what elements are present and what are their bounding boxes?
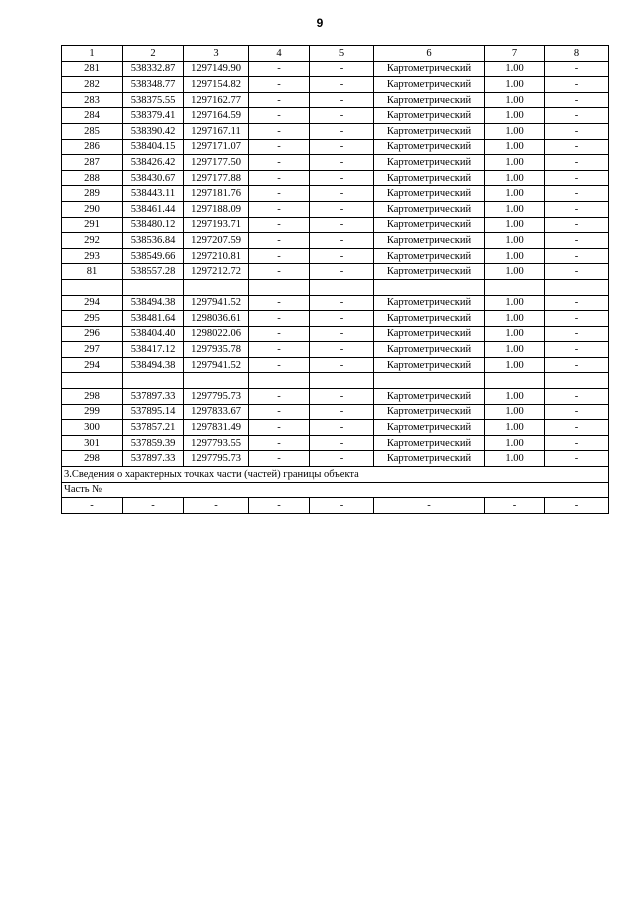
table-cell: Картометрический <box>374 123 485 139</box>
empty-cell <box>310 279 374 295</box>
table-cell: - <box>545 498 609 514</box>
table-cell: 282 <box>62 77 123 93</box>
empty-cell <box>310 373 374 389</box>
empty-cell <box>249 373 310 389</box>
table-body <box>62 46 609 514</box>
table-cell: - <box>249 155 310 171</box>
table-cell: Картометрический <box>374 264 485 280</box>
table-cell: 538375.55 <box>123 92 184 108</box>
table-row <box>62 92 609 108</box>
table-cell: - <box>310 77 374 93</box>
table-cell: Картометрический <box>374 295 485 311</box>
table-cell: 538404.15 <box>123 139 184 155</box>
empty-cell <box>184 373 249 389</box>
table-cell: - <box>310 155 374 171</box>
table-cell: - <box>123 498 184 514</box>
table-cell: 1.00 <box>485 139 545 155</box>
table-cell: - <box>310 451 374 467</box>
table-cell: 298 <box>62 451 123 467</box>
table-cell: 538417.12 <box>123 342 184 358</box>
table-cell: 1297941.52 <box>184 357 249 373</box>
part-label: Часть № <box>62 482 609 498</box>
table-cell: 287 <box>62 155 123 171</box>
table-cell: - <box>310 139 374 155</box>
table-cell: - <box>545 77 609 93</box>
table-cell: Картометрический <box>374 311 485 327</box>
coordinates-table <box>61 45 609 514</box>
table-cell: - <box>545 186 609 202</box>
table-cell: 1297164.59 <box>184 108 249 124</box>
table-cell: 1.00 <box>485 404 545 420</box>
table-cell: 294 <box>62 357 123 373</box>
header-cell: 7 <box>485 46 545 62</box>
table-cell: - <box>310 170 374 186</box>
table-cell: 1297167.11 <box>184 123 249 139</box>
table-cell: - <box>545 420 609 436</box>
table-cell: 285 <box>62 123 123 139</box>
section-title-row <box>62 467 609 483</box>
table-cell: 537857.21 <box>123 420 184 436</box>
table-cell: 296 <box>62 326 123 342</box>
table-cell: 1.00 <box>485 435 545 451</box>
table-cell: Картометрический <box>374 451 485 467</box>
empty-cell <box>545 279 609 295</box>
table-cell: 1297181.76 <box>184 186 249 202</box>
table-cell: Картометрический <box>374 217 485 233</box>
table-row <box>62 61 609 77</box>
table-cell: 1297193.71 <box>184 217 249 233</box>
table-cell: - <box>310 404 374 420</box>
table-cell: 294 <box>62 295 123 311</box>
table-cell: 1297188.09 <box>184 201 249 217</box>
table-cell: - <box>310 311 374 327</box>
table-cell: 1297210.81 <box>184 248 249 264</box>
table-cell: - <box>545 123 609 139</box>
table-cell: Картометрический <box>374 92 485 108</box>
table-cell: - <box>310 357 374 373</box>
table-cell: - <box>545 92 609 108</box>
table-cell: 537897.33 <box>123 389 184 405</box>
table-cell: - <box>545 170 609 186</box>
table-cell: 538404.40 <box>123 326 184 342</box>
table-cell: 537859.39 <box>123 435 184 451</box>
table-cell: - <box>249 435 310 451</box>
header-cell: 5 <box>310 46 374 62</box>
table-row <box>62 435 609 451</box>
table-cell: 538348.77 <box>123 77 184 93</box>
table-cell: - <box>249 61 310 77</box>
empty-cell <box>123 373 184 389</box>
table-cell: 538461.44 <box>123 201 184 217</box>
table-row <box>62 404 609 420</box>
empty-cell <box>485 373 545 389</box>
table-cell: - <box>249 420 310 436</box>
empty-cell <box>374 373 485 389</box>
table-cell: Картометрический <box>374 108 485 124</box>
header-cell: 3 <box>184 46 249 62</box>
table-row <box>62 155 609 171</box>
table-row <box>62 233 609 249</box>
table-cell: 1.00 <box>485 108 545 124</box>
table-cell: 1.00 <box>485 248 545 264</box>
table-cell: 1.00 <box>485 420 545 436</box>
table-cell: 1297795.73 <box>184 451 249 467</box>
table-cell: 288 <box>62 170 123 186</box>
table-cell: Картометрический <box>374 77 485 93</box>
table-row <box>62 420 609 436</box>
table-cell: 538426.42 <box>123 155 184 171</box>
table-cell: - <box>545 404 609 420</box>
table-cell: - <box>249 123 310 139</box>
table-cell: Картометрический <box>374 139 485 155</box>
table-row <box>62 123 609 139</box>
table-cell: Картометрический <box>374 201 485 217</box>
empty-cell <box>374 279 485 295</box>
table-cell: - <box>310 201 374 217</box>
table-row <box>62 357 609 373</box>
table-cell: - <box>545 139 609 155</box>
table-cell: 1.00 <box>485 357 545 373</box>
table-cell: Картометрический <box>374 404 485 420</box>
table-cell: Картометрический <box>374 420 485 436</box>
table-row <box>62 389 609 405</box>
table-cell: 1.00 <box>485 123 545 139</box>
table-cell: 284 <box>62 108 123 124</box>
part-label-row <box>62 482 609 498</box>
table-cell: - <box>310 326 374 342</box>
table-cell: - <box>310 217 374 233</box>
table-cell: 1297149.90 <box>184 61 249 77</box>
table-cell: Картометрический <box>374 342 485 358</box>
table-cell: 1.00 <box>485 217 545 233</box>
table-cell: 1.00 <box>485 233 545 249</box>
table-row <box>62 170 609 186</box>
page-number: 9 <box>316 16 324 30</box>
empty-cell <box>485 279 545 295</box>
table-cell: 1297941.52 <box>184 295 249 311</box>
table-cell: 1.00 <box>485 326 545 342</box>
separator-row <box>62 373 609 389</box>
table-cell: 537897.33 <box>123 451 184 467</box>
table-cell: 1297162.77 <box>184 92 249 108</box>
header-cell: 6 <box>374 46 485 62</box>
table-cell: 538443.11 <box>123 186 184 202</box>
table-row <box>62 451 609 467</box>
table-cell: - <box>249 326 310 342</box>
empty-cell <box>62 279 123 295</box>
table-cell: 538332.87 <box>123 61 184 77</box>
table-cell: 1297935.78 <box>184 342 249 358</box>
empty-cell <box>184 279 249 295</box>
table-cell: - <box>310 435 374 451</box>
table-cell: - <box>249 108 310 124</box>
table-row <box>62 248 609 264</box>
table-row <box>62 139 609 155</box>
table-cell: - <box>249 92 310 108</box>
table-cell: - <box>545 61 609 77</box>
section-title: 3.Сведения о характерных точках части (частей) границы объекта <box>62 467 609 483</box>
table-row <box>62 77 609 93</box>
table-cell: 290 <box>62 201 123 217</box>
table-cell: 538430.67 <box>123 170 184 186</box>
table-row <box>62 186 609 202</box>
table-cell: 1.00 <box>485 170 545 186</box>
table-row <box>62 342 609 358</box>
table-row <box>62 311 609 327</box>
header-cell: 2 <box>123 46 184 62</box>
table-cell: - <box>545 389 609 405</box>
table-cell: 1.00 <box>485 295 545 311</box>
table-cell: 1.00 <box>485 61 545 77</box>
table-cell: - <box>249 342 310 358</box>
table-cell: 301 <box>62 435 123 451</box>
table-cell: 538379.41 <box>123 108 184 124</box>
table-cell: - <box>545 326 609 342</box>
table-cell: - <box>310 264 374 280</box>
table-cell: 1.00 <box>485 264 545 280</box>
table-cell: - <box>249 233 310 249</box>
table-cell: - <box>249 357 310 373</box>
header-row <box>62 46 609 62</box>
table-cell: 286 <box>62 139 123 155</box>
empty-cell <box>249 279 310 295</box>
table-cell: - <box>545 248 609 264</box>
table-cell: 81 <box>62 264 123 280</box>
table-cell: - <box>249 186 310 202</box>
table-cell: Картометрический <box>374 389 485 405</box>
table-cell: 1297171.07 <box>184 139 249 155</box>
table-cell: - <box>249 389 310 405</box>
table-cell: 1297177.88 <box>184 170 249 186</box>
separator-row <box>62 279 609 295</box>
table-cell: 538557.28 <box>123 264 184 280</box>
table-cell: Картометрический <box>374 357 485 373</box>
table-cell: 1.00 <box>485 389 545 405</box>
table-cell: 538536.84 <box>123 233 184 249</box>
table-cell: - <box>249 264 310 280</box>
table-cell: - <box>310 108 374 124</box>
table-cell: Картометрический <box>374 155 485 171</box>
table-cell: - <box>310 92 374 108</box>
table-cell: 283 <box>62 92 123 108</box>
table-cell: 1297177.50 <box>184 155 249 171</box>
table-cell: - <box>545 435 609 451</box>
table-cell: 1.00 <box>485 201 545 217</box>
table-cell: - <box>249 201 310 217</box>
table-cell: - <box>545 357 609 373</box>
table-cell: - <box>545 451 609 467</box>
table-cell: - <box>249 217 310 233</box>
table-cell: 538481.64 <box>123 311 184 327</box>
table-cell: - <box>249 295 310 311</box>
table-cell: 298 <box>62 389 123 405</box>
table-cell: 1.00 <box>485 311 545 327</box>
table-cell: - <box>485 498 545 514</box>
table-cell: 1.00 <box>485 77 545 93</box>
table-row <box>62 264 609 280</box>
table-cell: 289 <box>62 186 123 202</box>
table-cell: 291 <box>62 217 123 233</box>
table-cell: 538549.66 <box>123 248 184 264</box>
table-cell: 1297212.72 <box>184 264 249 280</box>
table-cell: 1.00 <box>485 92 545 108</box>
table-cell: - <box>310 123 374 139</box>
table-cell: - <box>62 498 123 514</box>
table-cell: - <box>249 77 310 93</box>
table-cell: Картометрический <box>374 170 485 186</box>
table-cell: - <box>545 311 609 327</box>
table-cell: - <box>310 186 374 202</box>
table-cell: - <box>310 248 374 264</box>
header-cell: 1 <box>62 46 123 62</box>
table-cell: 1.00 <box>485 155 545 171</box>
table-cell: 538480.12 <box>123 217 184 233</box>
table-cell: - <box>310 498 374 514</box>
table-cell: 1297793.55 <box>184 435 249 451</box>
table-row <box>62 217 609 233</box>
table-cell: 299 <box>62 404 123 420</box>
table-cell: - <box>545 217 609 233</box>
table-cell: - <box>249 170 310 186</box>
table-cell: 538494.38 <box>123 357 184 373</box>
table-cell: 281 <box>62 61 123 77</box>
empty-cell <box>545 373 609 389</box>
table-cell: 1297795.73 <box>184 389 249 405</box>
table-cell: 297 <box>62 342 123 358</box>
table-cell: Картометрический <box>374 61 485 77</box>
table-row <box>62 201 609 217</box>
table-cell: - <box>310 233 374 249</box>
table-cell: 1.00 <box>485 186 545 202</box>
table-cell: Картометрический <box>374 326 485 342</box>
header-cell: 4 <box>249 46 310 62</box>
table-row <box>62 108 609 124</box>
table-cell: - <box>184 498 249 514</box>
table-cell: 537895.14 <box>123 404 184 420</box>
table-cell: - <box>249 451 310 467</box>
empty-cell <box>123 279 184 295</box>
table-cell: - <box>249 498 310 514</box>
table-cell: Картометрический <box>374 186 485 202</box>
table-row <box>62 326 609 342</box>
table-cell: 1298022.06 <box>184 326 249 342</box>
table-cell: - <box>374 498 485 514</box>
table-cell: - <box>249 248 310 264</box>
table-cell: 1298036.61 <box>184 311 249 327</box>
table-cell: - <box>545 295 609 311</box>
table-cell: - <box>310 295 374 311</box>
table-cell: Картометрический <box>374 233 485 249</box>
table-cell: 1297154.82 <box>184 77 249 93</box>
empty-cell <box>62 373 123 389</box>
table-cell: - <box>545 233 609 249</box>
table-cell: - <box>310 389 374 405</box>
table-cell: - <box>545 342 609 358</box>
table-cell: 293 <box>62 248 123 264</box>
table-cell: 538390.42 <box>123 123 184 139</box>
table-cell: 538494.38 <box>123 295 184 311</box>
table-cell: - <box>545 108 609 124</box>
table-cell: 292 <box>62 233 123 249</box>
table-cell: - <box>545 201 609 217</box>
table-cell: - <box>249 139 310 155</box>
table-cell: - <box>310 342 374 358</box>
table-cell: - <box>310 61 374 77</box>
table-row <box>62 295 609 311</box>
table-cell: - <box>545 264 609 280</box>
header-cell: 8 <box>545 46 609 62</box>
table-cell: Картометрический <box>374 248 485 264</box>
table-cell: Картометрический <box>374 435 485 451</box>
table-cell: 1297833.67 <box>184 404 249 420</box>
table-cell: 1.00 <box>485 451 545 467</box>
table-cell: - <box>545 155 609 171</box>
table-cell: 295 <box>62 311 123 327</box>
table-cell: - <box>310 420 374 436</box>
table-cell: 1297831.49 <box>184 420 249 436</box>
table-cell: 1.00 <box>485 342 545 358</box>
table-cell: 1297207.59 <box>184 233 249 249</box>
table-cell: - <box>249 311 310 327</box>
table-cell: 300 <box>62 420 123 436</box>
table-cell: - <box>249 404 310 420</box>
part-row <box>62 498 609 514</box>
